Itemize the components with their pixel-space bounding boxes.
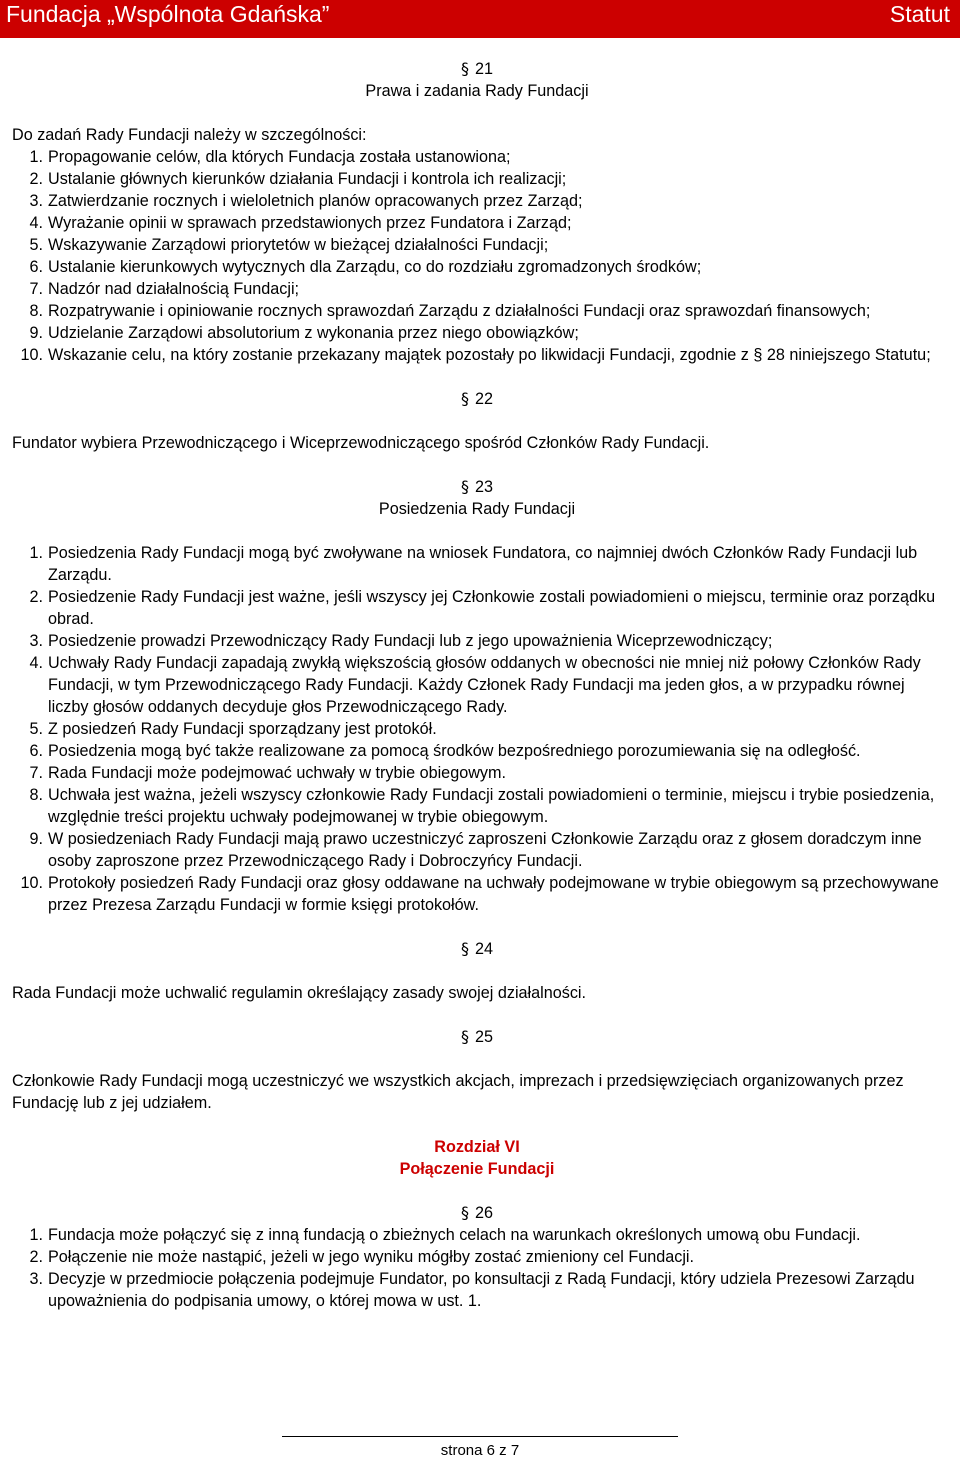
list-item-number: 10. <box>20 874 43 892</box>
page-footer <box>0 1442 960 1459</box>
list-item-text: Nadzór nad działalnością Fundacji; <box>48 280 300 298</box>
list-item <box>12 762 942 784</box>
list-item-number: 6. <box>29 258 43 276</box>
header-document-title: Statut <box>889 1 950 27</box>
list-item-text: Rozpatrywanie i opiniowanie rocznych sprawozdań Zarządu z działalności Fundacji oraz sprawozdań finansowych; <box>48 302 871 320</box>
list-item-text: Uchwały Rady Fundacji zapadają zwykłą większością głosów oddanych w obecności nie mniej niż połowy Członków Rady Fundacji, w tym Przewodniczącego Rady Fundacji. Każdy Członek Rady Fundacji ma jeden głos, a w przypadku równej liczby głosów oddanych decyduje głos Przewodniczącego Rady. <box>48 654 921 716</box>
list-item-text: Protokoły posiedzeń Rady Fundacji oraz głosy oddawane na uchwały podejmowane w trybie obiegowym są przechowywane przez Prezesa Zarządu Fundacji w formie księgi protokołów. <box>48 874 939 914</box>
section-25-text: Członkowie Rady Fundacji mogą uczestniczyć we wszystkich akcjach, imprezach i przedsięwzięciach organizowanych przez Fundację lub z jej udziałem. <box>12 1072 904 1112</box>
list-item-number: 2. <box>29 170 43 188</box>
list-item-number: 1. <box>29 1226 43 1244</box>
page-number: strona 6 z 7 <box>440 1442 520 1459</box>
list-item <box>12 586 942 630</box>
list-item <box>12 1246 942 1268</box>
footer-divider <box>282 1436 678 1437</box>
section-21-intro: Do zadań Rady Fundacji należy w szczególności: <box>12 126 367 144</box>
section-22-number: § 22 <box>460 389 493 408</box>
section-sign-icon: § <box>460 59 469 78</box>
list-item-number: 10. <box>20 346 43 364</box>
list-item-number: 2. <box>29 588 43 606</box>
list-item <box>12 212 942 234</box>
section-22-text: Fundator wybiera Przewodniczącego i Wiceprzewodniczącego spośród Członków Rady Fundacji. <box>12 434 710 452</box>
list-item-number: 4. <box>29 214 43 232</box>
header-organization-name: Fundacja „Wspólnota Gdańska” <box>6 1 330 27</box>
section-25-number: § 25 <box>460 1027 493 1046</box>
list-item <box>12 872 942 916</box>
section-21-list <box>12 146 942 366</box>
list-item-text: Posiedzenie Rady Fundacji jest ważne, jeśli wszyscy jej Członkowie zostali powiadomieni o miejscu, terminie oraz porządku obrad. <box>48 588 936 628</box>
list-item-number: 8. <box>29 786 43 804</box>
section-26-number: § 26 <box>460 1203 493 1222</box>
list-item-text: Wyrażanie opinii w sprawach przedstawionych przez Fundatora i Zarząd; <box>48 214 572 232</box>
list-item <box>12 190 942 212</box>
list-item-text: Decyzje w przedmiocie połączenia podejmuje Fundator, po konsultacji z Radą Fundacji, który udziela Prezesowi Zarządu upoważnienia do podpisania umowy, o której mowa w ust. 1. <box>48 1270 915 1310</box>
list-item <box>12 322 942 344</box>
list-item-text: Połączenie nie może nastąpić, jeżeli w jego wyniku mógłby zostać zmieniony cel Fundacji. <box>48 1248 695 1266</box>
list-item-number: 1. <box>29 148 43 166</box>
section-sign-icon: § <box>460 477 469 496</box>
list-item-number: 3. <box>29 192 43 210</box>
list-item <box>12 256 942 278</box>
section-23-title: Posiedzenia Rady Fundacji <box>378 500 576 518</box>
list-item-text: Posiedzenia Rady Fundacji mogą być zwoływane na wniosek Fundatora, co najmniej dwóch Członków Rady Fundacji lub Zarządu. <box>48 544 918 584</box>
section-23-list <box>12 542 942 916</box>
list-item <box>12 168 942 190</box>
list-item <box>12 1268 942 1312</box>
list-item <box>12 740 942 762</box>
section-sign-icon: § <box>460 389 469 408</box>
list-item <box>12 784 942 828</box>
section-23-number: § 23 <box>460 477 493 496</box>
list-item-number: 1. <box>29 544 43 562</box>
list-item-number: 7. <box>29 280 43 298</box>
list-item-number: 9. <box>29 324 43 342</box>
section-21-title: Prawa i zadania Rady Fundacji <box>365 82 589 100</box>
list-item-text: Ustalanie kierunkowych wytycznych dla Zarządu, co do rozdziału zgromadzonych środków; <box>48 258 702 276</box>
list-item-text: Posiedzenia mogą być także realizowane za pomocą środków bezpośredniego porozumiewania się na odległość. <box>48 742 861 760</box>
section-21-number: § 21 <box>460 59 493 78</box>
list-item <box>12 278 942 300</box>
list-item <box>12 630 942 652</box>
list-item <box>12 344 942 366</box>
page-header <box>0 0 960 38</box>
section-26-list <box>12 1224 942 1312</box>
section-sign-icon: § <box>460 1027 469 1046</box>
list-item-text: Fundacja może połączyć się z inną fundacją o zbieżnych celach na warunkach określonych umową obu Fundacji. <box>48 1226 861 1244</box>
list-item-number: 8. <box>29 302 43 320</box>
list-item-text: Zatwierdzanie rocznych i wieloletnich planów opracowanych przez Zarząd; <box>48 192 583 210</box>
section-24-number: § 24 <box>460 939 493 958</box>
list-item-text: Propagowanie celów, dla których Fundacja została ustanowiona; <box>48 148 511 166</box>
list-item-text: Rada Fundacji może podejmować uchwały w trybie obiegowym. <box>48 764 506 782</box>
list-item-number: 2. <box>29 1248 43 1266</box>
list-item-text: W posiedzeniach Rady Fundacji mają prawo uczestniczyć zaproszeni Członkowie Zarządu oraz z głosem doradczym inne osoby zaproszone przez Przewodniczącego Rady i Dobroczyńcy Fundacji. <box>48 830 922 870</box>
list-item-text: Posiedzenie prowadzi Przewodniczący Rady Fundacji lub z jego upoważnienia Wiceprzewodniczący; <box>48 632 773 650</box>
list-item-number: 6. <box>29 742 43 760</box>
section-24-text: Rada Fundacji może uchwalić regulamin określający zasady swojej działalności. <box>12 984 587 1002</box>
list-item-number: 3. <box>29 1270 43 1288</box>
list-item <box>12 652 942 718</box>
list-item-number: 9. <box>29 830 43 848</box>
list-item-number: 5. <box>29 720 43 738</box>
chapter-label: Rozdział VI <box>434 1138 520 1156</box>
list-item-number: 3. <box>29 632 43 650</box>
chapter-title: Połączenie Fundacji <box>399 1160 555 1178</box>
section-sign-icon: § <box>460 939 469 958</box>
list-item-text: Udzielanie Zarządowi absolutorium z wykonania przez niego obowiązków; <box>48 324 579 342</box>
list-item-text: Uchwała jest ważna, jeżeli wszyscy członkowie Rady Fundacji zostali powiadomieni o terminie, miejscu i trybie posiedzenia, względnie treści projektu uchwały podejmowanej w trybie obiegowym. <box>48 786 935 826</box>
document-body <box>12 58 942 1312</box>
list-item-text: Ustalanie głównych kierunków działania Fundacji i kontrola ich realizacji; <box>48 170 567 188</box>
list-item <box>12 1224 942 1246</box>
list-item <box>12 828 942 872</box>
list-item-number: 4. <box>29 654 43 672</box>
list-item <box>12 234 942 256</box>
list-item-text: Wskazanie celu, na który zostanie przekazany majątek pozostały po likwidacji Fundacji, zgodnie z § 28 niniejszego Statutu; <box>48 346 931 364</box>
list-item <box>12 146 942 168</box>
list-item <box>12 718 942 740</box>
section-sign-icon: § <box>460 1203 469 1222</box>
list-item <box>12 300 942 322</box>
list-item-number: 7. <box>29 764 43 782</box>
list-item-text: Wskazywanie Zarządowi priorytetów w bieżącej działalności Fundacji; <box>48 236 549 254</box>
list-item-number: 5. <box>29 236 43 254</box>
list-item-text: Z posiedzeń Rady Fundacji sporządzany jest protokół. <box>48 720 437 738</box>
list-item <box>12 542 942 586</box>
